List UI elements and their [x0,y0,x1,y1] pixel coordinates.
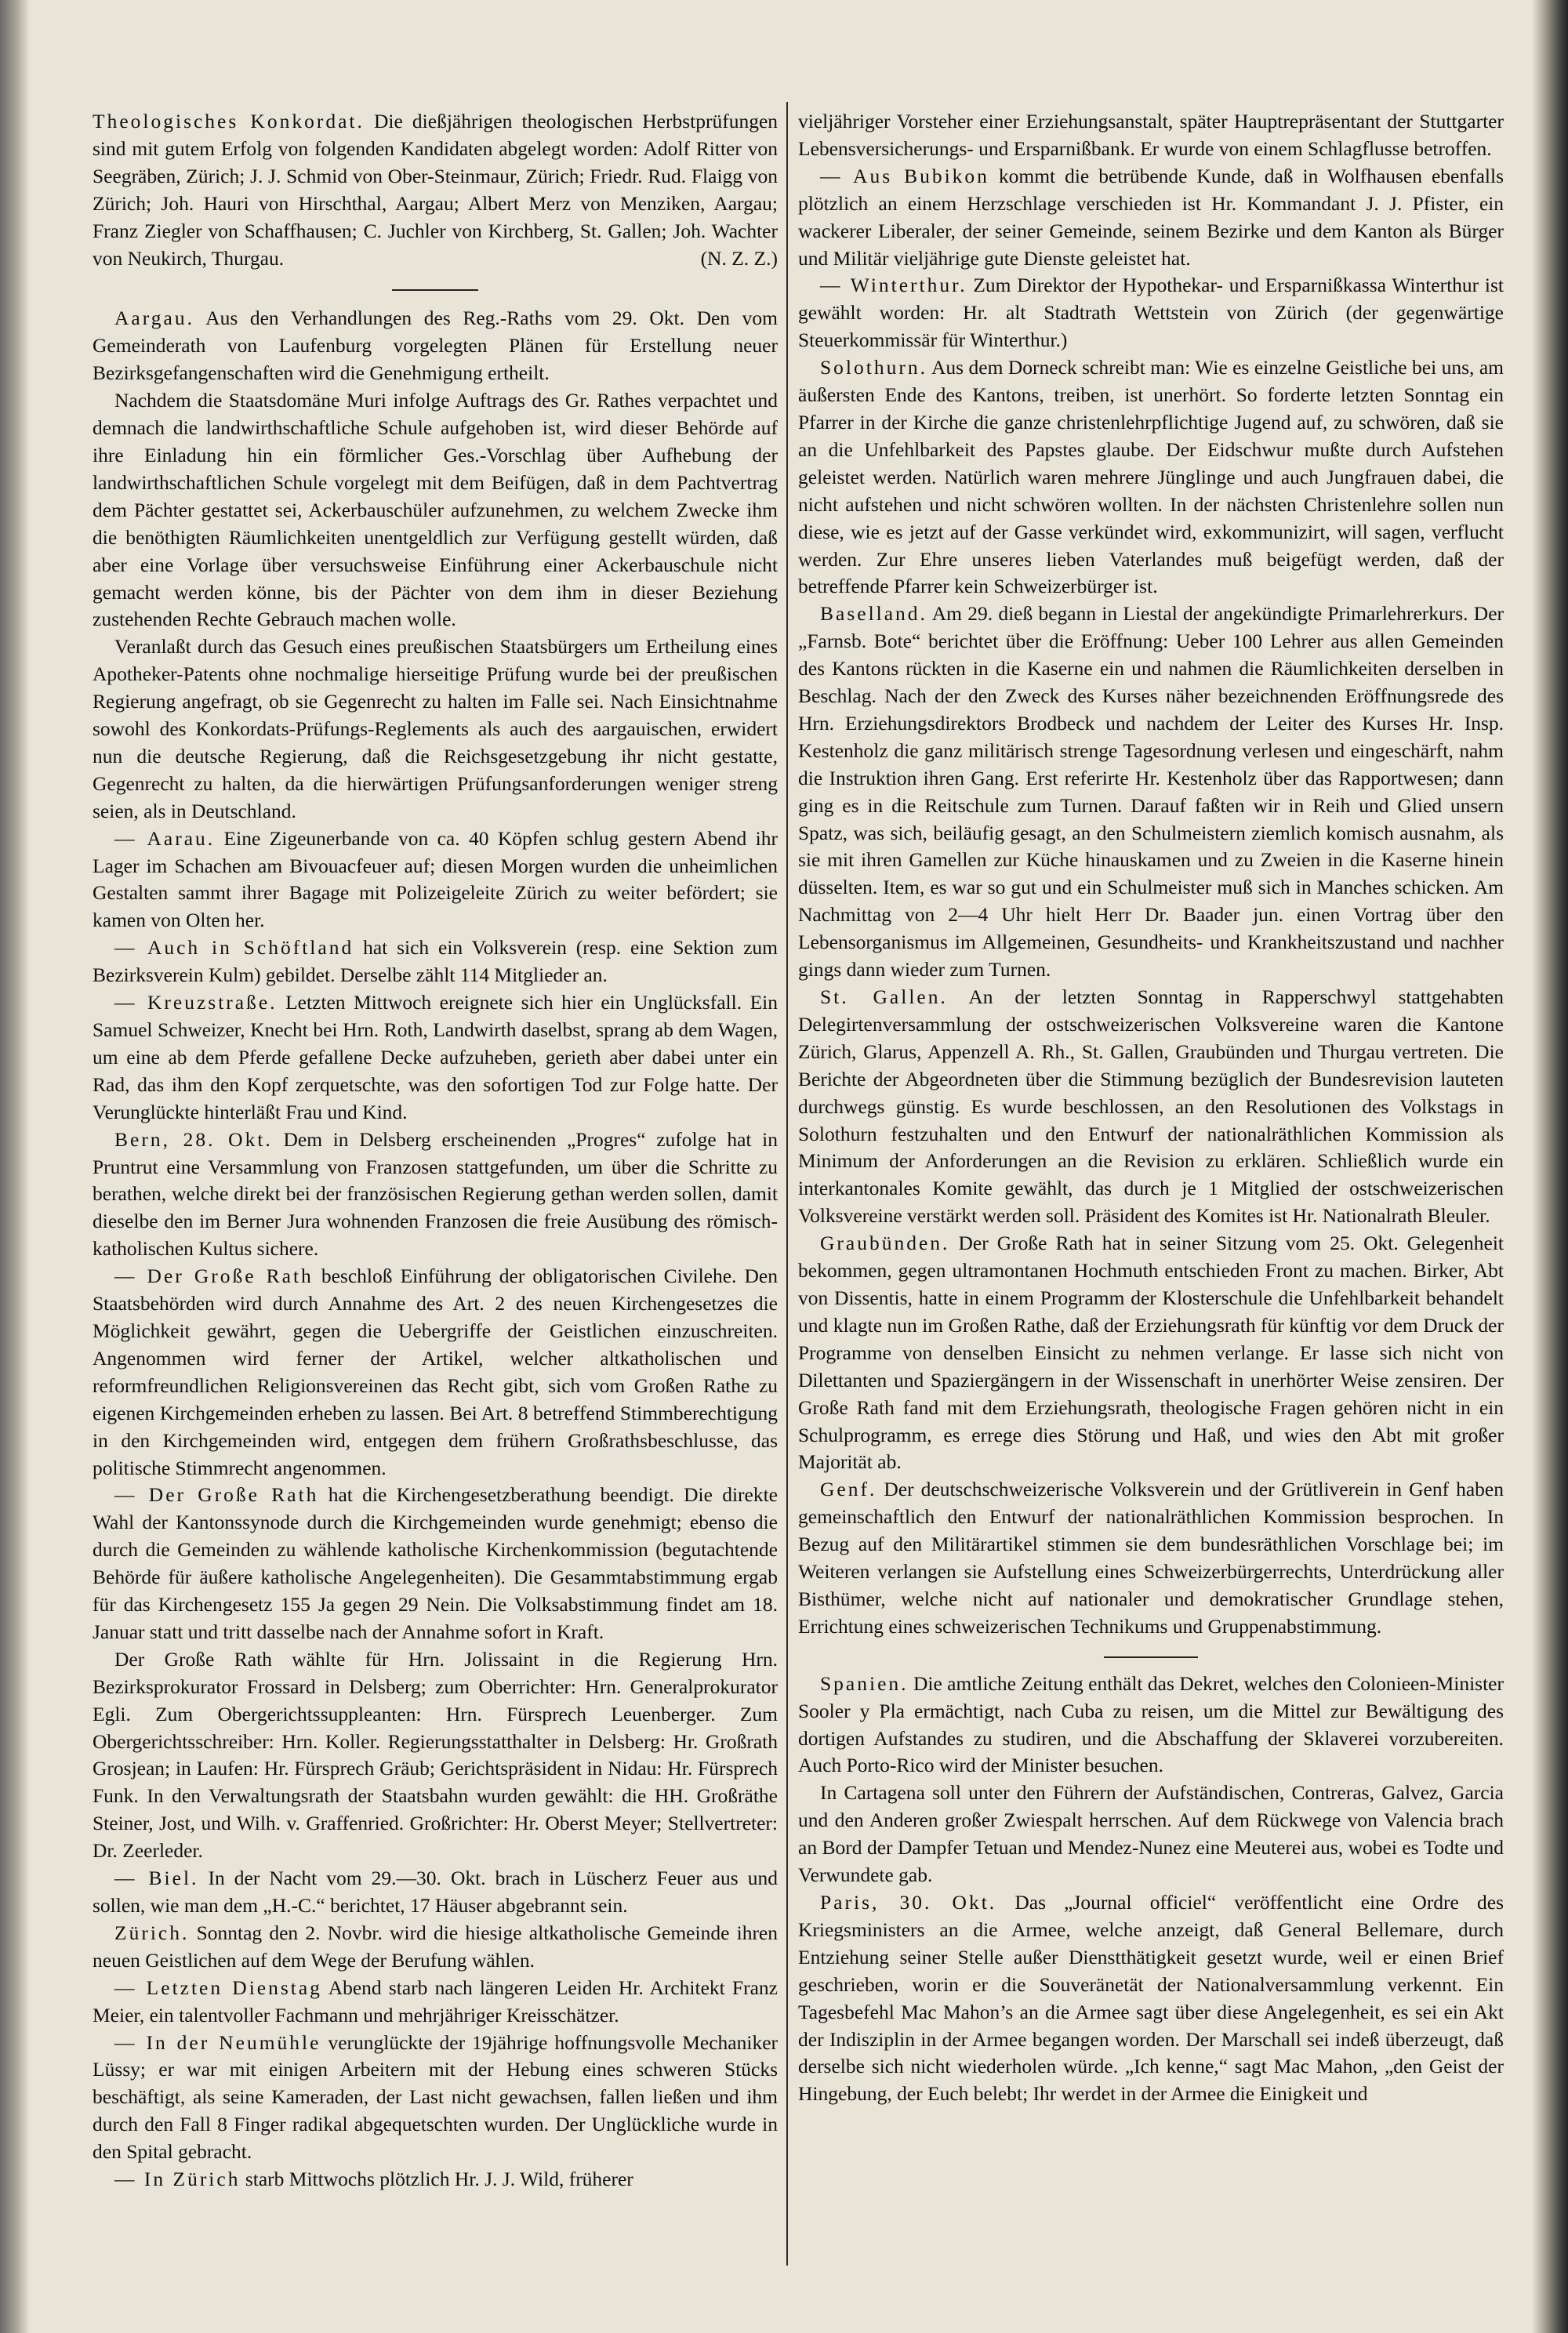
article-bern-kirchengesetz [93,1482,778,1645]
article-text: Aus den Verhandlungen des Reg.-Raths vom 29. Okt. Den vom Gemeinderath von Laufenburg vorgelegten Plänen für Erstellung neuer Bezirksgefangenschaften wird die Genehmigung ertheilt. [93,307,778,385]
article-heading: Aargau. [114,307,194,330]
article-zuerich-wild [93,2166,778,2193]
page-gutter-shadow [0,0,30,2333]
article-paragraph [93,387,778,633]
article-winterthur [798,272,1504,354]
article-kreuzstrasse [93,989,778,1127]
article-bern-wahlen [93,1646,778,1865]
right-column [798,108,1504,2108]
article-continuation [798,108,1504,163]
article-schoeftland [93,934,778,989]
article-heading: St. Gallen. [820,985,948,1008]
article-aargau [93,305,778,387]
article-heading: Genf. [820,1478,877,1501]
article-paragraph [93,633,778,825]
article-heading: — Der Große Rath [114,1264,314,1288]
article-heading: — Auch in Schöftland [114,936,354,960]
column-rule [786,102,788,2266]
article-heading: Paris, 30. Okt. [820,1891,997,1914]
section-rule [392,289,478,291]
article-st-gallen [798,984,1504,1230]
article-zuerich-meier [93,1975,778,2030]
article-solothurn [798,354,1504,600]
article-text: starb Mittwochs plötzlich Hr. J. J. Wild, früherer [245,2168,633,2191]
article-heading: — Biel. [114,1867,199,1890]
article-text: Abend starb nach längeren Leiden Hr. Architekt Franz Meier, ein talentvoller Fachmann und mehrjähriger Kreisschätzer. [93,1976,778,2026]
left-column [93,108,778,2193]
article-text: Die dießjährigen theologischen Herbstprüfungen sind mit gutem Erfolg von folgenden Kandidaten abgelegt worden: Adolf Ritter von Seegräben, Zürich; J. J. Schmid von Ober-Steinmaur, Zürich; Friedr. Rud. Flaigg von Zürich; Joh. Hauri von Hirschthal, Aargau; Albert Merz von Menziken, Aargau; Franz Ziegler von Schaffhausen; C. Juchler von Kirchberg, St. Gallen; Joh. Wachter von Neukirch, Thurgau. [93,110,779,270]
article-bubikon [798,163,1504,273]
source-signature: (N. Z. Z.) [700,246,778,270]
article-biel [93,1865,778,1920]
article-bern-grosser-rath [93,1263,778,1482]
article-text: Letzten Mittwoch ereignete sich hier ein Unglücksfall. Ein Samuel Schweizer, Knecht bei Hrn. Roth, Landwirth daselbst, sprang ab dem Wagen, um eine ab dem Pferde gefallene Decke aufzuheben, gerieth aber dabei unter ein Rad, das ihm den Kopf zerquetschte, was den sofortigen Tod zur Folge hatte. Der Verunglückte hinterläßt Frau und Kind. [93,991,778,1123]
article-heading: — Der Große Rath [114,1483,319,1507]
article-text: An der letzten Sonntag in Rapperschwyl stattgehabten Delegirtenversammlung der ostschweizerischen Volksvereine waren die Kantone Zürich, Glarus, Appenzell A. Rh., St. Gallen, Graubünden und Thurgau vertreten. Die Berichte der Abgeordneten über die Stimmung bezüglich der Bundesrevision lauteten durchwegs günstig. Es wurde beschlossen, an den Resolutionen des Volkstags in Solothurn festzuhalten und den Entwurf der nationalräthlichen Kommission als Minimum der Anforderungen an die Revision zu erklären. Schließlich wurde ein interkantonales Komite gewählt, das durch je 1 Mitglied der ostschweizerischen Volksvereine verstärkt werden soll. Präsident des Komites ist Hr. Nationalrath Bleuler. [798,985,1504,1228]
article-text: In der Nacht vom 29.—30. Okt. brach in Lüscherz Feuer aus und sollen, wie man dem „H.-C.“ berichtet, 17 Häuser abgebrannt sein. [93,1867,779,1917]
article-text: Eine Zigeunerbande von ca. 40 Köpfen schlug gestern Abend ihr Lager im Schachen am Bivouacfeuer auf; diesen Morgen wurden die unheimlichen Gestalten sammt ihrer Bagage mit Polizeigeleite Zürich zu weiter befördert; sie kamen von Olten her. [93,826,779,932]
article-text: Am 29. dieß begann in Liestal der angekündigte Primarlehrerkurs. Der „Farnsb. Bote“ berichtet über die Eröffnung: Ueber 100 Lehrer aus allen Gemeinden des Kantons rückten in die Kaserne ein und nahmen die Räumlichkeiten derselben in Beschlag. Nach der den Zweck des Kurses näher bezeichnenden Eröffnungsrede des Hrn. Erziehungsdirektors Brodbeck und nachdem der Leiter des Kurses Hr. Insp. Kestenholz die ganz militärisch strenge Tagesordnung verlesen und eingeschärft, nahm die Instruktion ihren Gang. Erst referirte Hr. Kestenholz über das Rapportwesen; dann ging es in die Reitschule zum Turnen. Darauf faßten wir in Reih und Glied unsern Spatz, was sich, beiläufig gesagt, an den Schulmeistern ziemlich komisch ausnahm, als sie mit ihren Gamellen zur Küche hinauskamen und zu Zweien in die Kaserne hinein düsselten. Item, es war so gut und ein Schulmeister muß sich in Manches schicken. Am Nachmittag von 2—4 Uhr hielt Herr Dr. Baader jun. einen Vortrag über den Lebensorganismus im Allgemeinen, Gesundheits- und Krankheitszustand und nachher gings dann wieder zum Turnen. [798,602,1504,981]
article-text: Veranlaßt durch das Gesuch eines preußischen Staatsbürgers um Ertheilung eines Apotheker-Patents ohne nochmalige hierseitige Prüfung wurde bei der preußischen Regierung angefragt, ob sie Gegenrecht zu halten im Falle sei. Nach Einsichtnahme sowohl des Konkordats-Prüfungs-Reglements als auch des aargauischen, erwidert nun die deutsche Regierung, daß die Reichsgesetzgebung ihr nicht gestatte, Gegenrecht zu halten, da die hierwärtigen Prüfungsanforderungen weniger streng seien, als in Deutschland. [93,635,778,822]
section-rule [1104,1656,1198,1658]
article-heading: Baselland. [820,602,927,626]
article-genf [798,1476,1504,1640]
article-paris [798,1889,1504,2108]
article-heading: — In Zürich [114,2168,241,2191]
article-heading: Spanien. [820,1671,909,1695]
article-text: Dem in Delsberg erscheinenden „Progres“ zufolge hat in Pruntrut eine Versammlung von Franzosen stattgefunden, um über die Schritte zu berathen, welche direkt bei der französischen Regierung gethan werden sollen, damit dieselbe den im Berner Jura wohnenden Franzosen die freie Ausübung des römisch-katholischen Kultus sichere. [93,1127,778,1261]
article-cartagena [798,1780,1504,1889]
page-edge [1532,0,1568,2333]
article-text: kommt die betrübende Kunde, daß in Wolfhausen ebenfalls plötzlich an einem Herzschlage verschieden ist Hr. Kommandant J. J. Pfister, ein wackerer Liberaler, der seiner Gemeinde, seinem Bezirke und dem Kanton als Bürger und Militär vieljährige gute Dienste geleistet hat. [798,164,1504,270]
article-text: vieljähriger Vorsteher einer Erziehungsanstalt, später Hauptrepräsentant der Stuttgarter Lebensversicherungs- und Ersparnißbank. Er wurde von einem Schlagflusse betroffen. [798,110,1504,160]
article-text: Der deutschschweizerische Volksverein und der Grütliverein in Genf haben gemeinschaftlich den Entwurf der nationalräthlichen Kommission besprochen. In Bezug auf den Militärartikel stimmen sie dem bundesräthlichen Vorschlage bei; im Weiteren verlangen sie Aufstellung eines Schweizerbürgerrechts, Unterdrückung aller Bisthümer, welche nicht auf nationaler und demokratischer Grundlage stehen, Errichtung eines schweizerischen Technikums und Gruppenabstimmung. [798,1478,1504,1638]
article-heading: — Aus Bubikon [820,164,989,187]
article-zuerich [93,1920,778,1975]
article-heading: — Winterthur. [820,274,967,297]
article-spanien [798,1671,1504,1780]
article-heading: Bern, 28. Okt. [114,1127,273,1151]
article-heading: Solothurn. [820,356,927,379]
article-text: verunglückte der 19jährige hoffnungsvolle Mechaniker Lüssy; er war mit einigen Arbeitern mit der Hebung eines schweren Stücks beschäftigt, als seine Kameraden, der Last nicht gewachsen, fallen ließen und ihm durch den Fall 8 Finger radikal abgequetschten wurden. Der Unglückliche wurde in den Spital gebracht. [93,2030,779,2164]
article-text: Aus dem Dorneck schreibt man: Wie es einzelne Geistliche bei uns, am äußersten Ende des Kantons, treiben, ist unerhört. So forderte letzten Sonntag ein Pfarrer in der Kirche die ganze christenlehrpflichtige Jugend auf, zu schwören, daß sie an die Unfehlbarkeit des Papstes glaube. Der Eidschwur mußte durch Aufstehen geleistet werden. Natürlich waren mehrere Jünglinge und auch Jungfrauen dabei, die nicht aufstehen und nicht schwören wollten. In der nächsten Christenlehre sollen nun diese, wie es jetzt auf der Gasse verkündet wird, exkommunizirt, will sagen, verflucht werden. Zur Ehre unseres lieben Vaterlandes muß beigefügt werden, daß der betreffende Pfarrer kein Schweizerbürger ist. [798,356,1504,598]
article-heading: — Aarau. [114,826,216,850]
article-text: hat sich ein Volksverein (resp. eine Sektion zum Bezirksverein Kulm) gebildet. Derselbe zählt 114 Mitglieder an. [93,936,778,987]
article-text: In Cartagena soll unter den Führern der Aufständischen, Contreras, Galvez, Garcia und den Anderen großer Zwiespalt herrschen. Auf dem Rückwege von Valencia brach an Bord der Dampfer Tetuan und Mendez-Nunez eine Meuterei aus, wobei es Todte und Verwundete gab. [798,1781,1504,1887]
article-text: Sonntag den 2. Novbr. wird die hiesige altkatholische Gemeinde ihren neuen Geistlichen auf dem Wege der Berufung wählen. [93,1921,779,1972]
article-heading: — Kreuzstraße. [114,991,278,1014]
article-aarau [93,825,778,935]
article-heading: — Letzten Dienstag [114,1976,322,1999]
article-text: Nachdem die Staatsdomäne Muri infolge Auftrags des Gr. Rathes verpachtet und demnach die landwirthschaftliche Schule aufgehoben ist, wird dieser Behörde auf ihre Einladung hin ein förmlicher Ges.-Vorschlag über Aufhebung der landwirthschaftlichen Schule vorgelegt mit dem Beifügen, daß in dem Pachtvertrag dem Pächter gestattet sei, Ackerbauschüler aufzunehmen, zu welchem Zwecke ihm die benöthigten Räumlichkeiten unentgeldlich zur Verfügung gestellt würden, daß aber eine Vorlage über versuchsweise Einführung einer Ackerbauschule nicht gemacht werden könne, bis der Pächter von dem ihm in dieser Beziehung zustehenden Rechte Gebrauch machen wolle. [93,389,778,631]
article-theologisches-konkordat [93,108,778,272]
article-heading: Zürich. [114,1921,190,1944]
article-baselland [798,600,1504,984]
article-heading: — In der Neumühle [114,2030,321,2054]
article-text: hat die Kirchengesetzberathung beendigt. Die direkte Wahl der Kantonssynode durch die Kirchgemeinden wurde genehmigt; ebenso die durch die Gemeinden zu wählende katholische Kirchenkommission (begutachtende Behörde für äußere katholische Angelegenheiten). Die Gesammtabstimmung ergab für das Kirchengesetz 155 Ja gegen 29 Nein. Die Volksabstimmung findet am 18. Januar statt und tritt dasselbe nach der Annahme sofort in Kraft. [93,1483,778,1643]
article-heading: Theologisches Konkordat. [93,110,365,132]
article-bern [93,1127,778,1264]
article-heading: Graubünden. [820,1232,950,1255]
article-text: Die amtliche Zeitung enthält das Dekret, welches den Colonieen-Minister Sooler y Pla ermächtigt, nach Cuba zu reisen, um die Mittel zur Bewältigung des dortigen Aufstandes zu studiren, und die Abschaffung der Sklaverei vorzubereiten. Auch Porto-Rico wird der Minister besuchen. [798,1671,1504,1777]
article-text: beschloß Einführung der obligatorischen Civilehe. Den Staatsbehörden wird durch Annahme des Art. 2 des neuen Kirchengesetzes die Möglichkeit gewährt, gegen die Uebergriffe der Geistlichen einzuschreiten. Angenommen wird ferner der Artikel, welcher altkatholischen und reformfreundlichen Religionsvereinen das Recht gibt, sich vom Großen Rathe zu eigenen Kirchgemeinden erheben zu lassen. Bei Art. 8 betreffend Stimmberechtigung in den Kirchgemeinden wird, entgegen dem frühern Großrathsbeschlusse, das politische Stimmrecht angenommen. [93,1264,778,1479]
article-graubuenden [798,1230,1504,1476]
article-neumuehle [93,2030,778,2167]
article-text: Das „Journal officiel“ veröffentlicht eine Ordre des Kriegsministers an die Armee, welche anzeigt, daß General Bellemare, durch Entziehung seiner Stelle außer Dienstthätigkeit gesetzt wurde, weil er einen Brief geschrieben, worin er die Souveränetät der Nationalversammlung verkennt. Ein Tagesbefehl Mac Mahon’s an die Armee sagt über diese Angelegenheit, es sei ein Akt der Indisziplin in der Armee begangen worden. Der Marschall sei indeß überzeugt, daß derselbe sich nicht wiederholen würde. „Ich kenne,“ sagt Mac Mahon, „den Geist der Hingebung, der Euch belebt; Ihr werdet in der Armee die Einigkeit und [798,1891,1504,2106]
article-text: Der Große Rath wählte für Hrn. Jolissaint in die Regierung Hrn. Bezirksprokurator Frossard in Delsberg; zum Oberrichter: Hrn. Generalprokurator Egli. Zum Obergerichtssuppleanten: Hrn. Fürsprech Leuenberger. Zum Obergerichtsschreiber: Hrn. Koller. Regierungsstatthalter in Delsberg: Hr. Großrath Grosjean; in Laufen: Hr. Fürsprech Gräub; Gerichtspräsident in Nidau: Hr. Fürsprech Funk. In den Verwaltungsrath der Staatsbahn wurden gewählt: die HH. Großräthe Steiner, Jost, und Wilh. v. Graffenried. Großrichter: Hr. Oberst Meyer; Stellvertreter: Dr. Zeerleder. [93,1647,778,1863]
article-text: Der Große Rath hat in seiner Sitzung vom 25. Okt. Gelegenheit bekommen, gegen ultramontanen Hochmuth entschieden Front zu machen. Birker, Abt von Dissentis, hatte in einem Programm der Klosterschule die Unfehlbarkeit behandelt und klagte nun im Großen Rathe, daß der Erziehungsrath für künftig vor dem Druck der Programme von denselben Einsicht zu nehmen verlange. Er lasse sich nicht von Dilettanten und Spaziergängern in der Wissenschaft in unerhörter Weise zensiren. Der Große Rath fand mit dem Erziehungsrath, theologische Fragen gehören nicht in ein Schulprogramm, es errege dies Störung und Haß, und wies den Abt mit großer Majorität ab. [798,1232,1504,1474]
article-text: Zum Direktor der Hypothekar- und Ersparnißkassa Winterthur ist gewählt worden: Hr. alt Stadtrath Wettstein von Zürich (der gegenwärtige Steuerkommissär für Winterthur.) [798,274,1504,352]
